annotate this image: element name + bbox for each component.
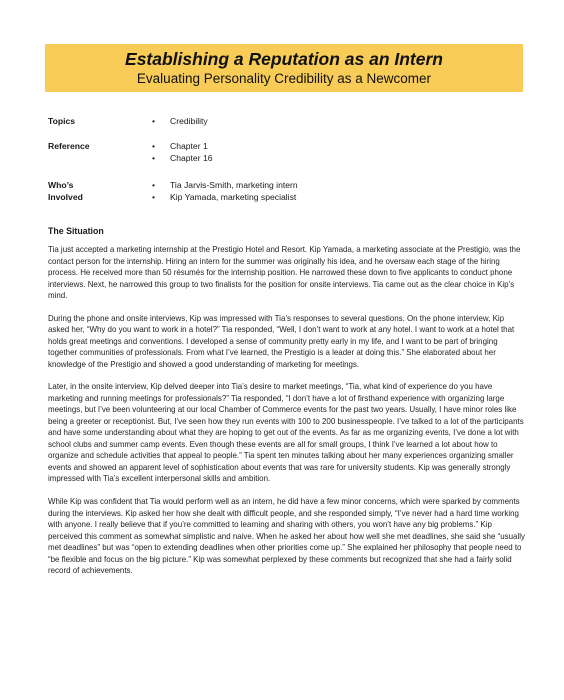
section-heading: The Situation: [48, 226, 104, 236]
situation-body: [48, 244, 526, 588]
topics-label: Topics: [48, 116, 76, 126]
list-item: • Kip Yamada, marketing specialist: [152, 191, 512, 203]
list-item: • Chapter 1: [152, 140, 512, 152]
reference-label: Reference: [48, 141, 90, 151]
paragraph: During the phone and onsite interviews, Kip was impressed with Tia’s responses to several questions. On the phone interview, Kip asked her, “Why do you want to work in a hotel?” Tia responded, “Well, I don’t want to work at any hotel. I want to work at a hotel that holds great meetings and conventions. I developed a sense of community pretty early in my life, and I want to be part of bringing together communities of professionals. From what I’ve learned, the Prestigio is a leader at doing this.” She elaborated about her knowledge of the Prestigio and showed a good understanding of marketing for meetings.: [48, 313, 515, 369]
involved-list: [152, 179, 512, 203]
list-item: • Chapter 16: [152, 152, 512, 164]
paragraph: Tia just accepted a marketing internship at the Prestigio Hotel and Resort. Kip Yamada, a marketing associate at the Prestigio, was the contact person for the internship. Hiring an intern for the summer was originally his idea, and he oversaw each stage of the hiring process. He received more than 50 résumés for the internship position. He narrowed these down to five applicants to conduct phone interviews. Next, he narrowed this group to two finalists for the position for onsite interviews. Tia came out as the clear choice in Kip’s mind.: [48, 245, 521, 300]
title-banner: [45, 44, 523, 92]
topics-list: [152, 115, 512, 127]
document-title: Establishing a Reputation as an Intern: [125, 49, 443, 69]
document-subtitle: Evaluating Personality Credibility as a Newcomer: [136, 71, 432, 86]
involved-label: Who’s Involved: [48, 180, 83, 202]
reference-list: [152, 140, 512, 164]
paragraph: Later, in the onsite interview, Kip delved deeper into Tia’s desire to market meetings, “Tia, what kind of experience do you have marketing and running meetings for professionals?” Tia responded, “I don’t have a lot of firsthand experience with organizing large meetings, but I’ve been volunteering at our local Chamber of Commerce events for the past two years. Usually, I have minor roles like being a greeter or receptionist. But, I’ve seen how they run events with 100 to 200 businesspeople. I’ve talked to a lot of the participants and have some understanding about what they are hoping to get out of the events. As far as me organizing events, I’ve done a lot with school clubs and summer camp events. Even though these events are all for small groups, I think I’ve learned a lot about how to organize and schedule activities that appeal to people.” Tia spent ten minutes talking about her many experiences organizing smaller events and showed an apparent level of sophistication about events that was rare for university students. Kip was generally strongly impressed with Tia’s excellent interpersonal skills and ambition.: [48, 382, 524, 484]
list-item: • Credibility: [152, 115, 512, 127]
list-item: • Tia Jarvis-Smith, marketing intern: [152, 179, 512, 191]
paragraph: While Kip was confident that Tia would perform well as an intern, he did have a few minor concerns, which were sparked by comments during the interviews. Kip asked her how she dealt with difficult people, and she responded simply, “I’ve never had a hard time working with anyone. I really believe that if you’re committed to learning and sharing with others, you won’t have any big problems.” Kip perceived this comment as somewhat simplistic and naive. When he asked her about how well she met deadlines, she said she “usually met deadlines” but was “open to extending deadlines when other priorities come up.” She explained her philosophy that people need to “be flexible and focus on the big picture.” Kip was somewhat perplexed by these comments but recognized that she had a fairly solid record of achievements.: [48, 497, 525, 576]
